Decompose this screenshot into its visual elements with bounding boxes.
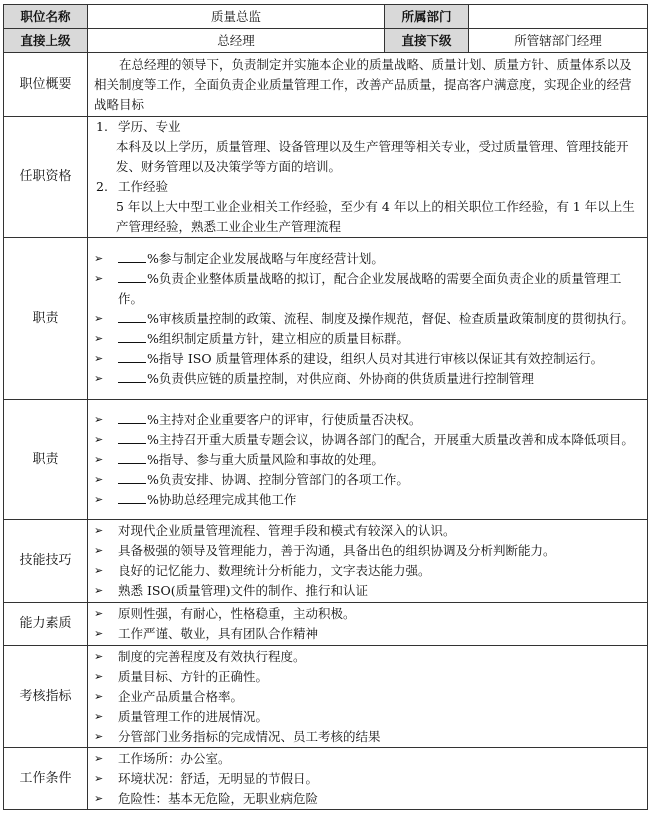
kpi-row	[4, 646, 648, 748]
list-item	[94, 309, 641, 329]
list-item	[94, 249, 641, 269]
qualification-title: 工作经验	[118, 179, 169, 194]
fill-in-blank	[118, 349, 146, 363]
list-item-text: 熟悉 ISO(质量管理)文件的制作、推行和认证	[118, 583, 368, 598]
dept-label: 所属部门	[385, 5, 469, 29]
position-value: 质量总监	[88, 5, 385, 29]
list-item	[94, 749, 641, 769]
qualification-num: 2.	[96, 179, 108, 194]
list-item-text: %参与制定企业发展战略与年度经营计划。	[147, 250, 384, 266]
fill-in-blank	[118, 410, 146, 424]
list-item-text: %组织制定质量方针，建立相应的质量目标群。	[147, 330, 409, 346]
subordinate-value: 所管辖部门经理	[469, 29, 648, 53]
list-item-text: %审核质量控制的政策、流程、制度及操作规范，督促、检查质量政策制度的贯彻执行。	[147, 310, 634, 326]
kpi-list	[94, 647, 641, 747]
duties1-list	[94, 249, 641, 389]
list-item	[94, 667, 641, 687]
list-item	[94, 707, 641, 727]
list-item-text: 环境状况：舒适，无明显的节假日。	[118, 770, 319, 786]
arrow-bullet-icon: ➢	[94, 771, 104, 785]
arrow-bullet-icon: ➢	[94, 412, 104, 426]
conditions-label: 工作条件	[4, 748, 88, 810]
list-item	[94, 541, 641, 561]
arrow-bullet-icon: ➢	[94, 627, 104, 640]
list-item-text: 质量管理工作的进展情况。	[118, 708, 269, 724]
abilities-list	[94, 604, 641, 644]
arrow-bullet-icon: ➢	[94, 584, 104, 597]
duties2-label: 职责	[4, 400, 88, 520]
arrow-bullet-icon: ➢	[94, 544, 104, 557]
arrow-bullet-icon: ➢	[94, 751, 104, 765]
list-item-text: 原则性强，有耐心，性格稳重，主动积极。	[118, 606, 356, 621]
qualification-item	[94, 117, 641, 137]
list-item	[94, 470, 641, 490]
list-item	[94, 369, 641, 389]
arrow-bullet-icon: ➢	[94, 564, 104, 577]
fill-in-blank	[118, 249, 146, 263]
skills-label: 技能技巧	[4, 520, 88, 603]
list-item	[94, 727, 641, 747]
arrow-bullet-icon: ➢	[94, 729, 104, 743]
arrow-bullet-icon: ➢	[94, 311, 104, 325]
duties2-list	[94, 410, 641, 510]
list-item	[94, 269, 641, 309]
list-item-text: 良好的记忆能力、数理统计分析能力，文字表达能力强。	[118, 563, 431, 578]
position-label: 职位名称	[4, 5, 88, 29]
fill-in-blank	[118, 450, 146, 464]
list-item-text: 危险性：基本无危险，无职业病危险	[118, 790, 319, 806]
fill-in-blank	[118, 329, 146, 343]
arrow-bullet-icon: ➢	[94, 251, 104, 265]
arrow-bullet-icon: ➢	[94, 331, 104, 345]
list-item-text: 质量目标、方针的正确性。	[118, 668, 269, 684]
list-item	[94, 410, 641, 430]
list-item-text: %指导、参与重大质量风险和事故的处理。	[147, 451, 384, 467]
list-item-text: %负责安排、协调、控制分管部门的各项工作。	[147, 471, 409, 487]
abilities-row	[4, 603, 648, 646]
arrow-bullet-icon: ➢	[94, 351, 104, 365]
abilities-label: 能力素质	[4, 603, 88, 646]
list-item	[94, 521, 641, 541]
arrow-bullet-icon: ➢	[94, 524, 104, 537]
conditions-row	[4, 748, 648, 810]
arrow-bullet-icon: ➢	[94, 709, 104, 723]
list-item-text: 工作严谨、敬业，具有团队合作精神	[118, 626, 319, 641]
list-item-text: 分管部门业务指标的完成情况、员工考核的结果	[118, 728, 381, 744]
header-row-1	[4, 5, 648, 29]
skills-row	[4, 520, 648, 603]
fill-in-blank	[118, 309, 146, 323]
list-item	[94, 581, 641, 601]
arrow-bullet-icon: ➢	[94, 669, 104, 683]
list-item	[94, 687, 641, 707]
duties2-row	[4, 400, 648, 520]
duties1-row	[4, 238, 648, 400]
list-item-text: %负责供应链的质量控制，对供应商、外协商的供货质量进行控制管理	[147, 370, 534, 386]
duties1-label: 职责	[4, 238, 88, 400]
list-item-text: %指导 ISO 质量管理体系的建设，组织人员对其进行审核以保证其有效控制运行。	[147, 350, 604, 366]
list-item	[94, 647, 641, 667]
list-item	[94, 349, 641, 369]
list-item-text: %主持对企业重要客户的评审，行使质量否决权。	[147, 411, 422, 427]
fill-in-blank	[118, 430, 146, 444]
conditions-list	[94, 749, 641, 809]
arrow-bullet-icon: ➢	[94, 271, 104, 285]
list-item	[94, 624, 641, 644]
superior-value: 总经理	[88, 29, 385, 53]
fill-in-blank	[118, 369, 146, 383]
header-row-2	[4, 29, 648, 53]
arrow-bullet-icon: ➢	[94, 371, 104, 385]
arrow-bullet-icon: ➢	[94, 607, 104, 620]
skills-list	[94, 521, 641, 601]
subordinate-label: 直接下级	[385, 29, 469, 53]
list-item-text: 工作场所：办公室。	[118, 750, 231, 766]
list-item-text: %负责企业整体质量战略的拟订，配合企业发展战略的需要全面负责企业的质量管理工作。	[118, 270, 622, 306]
qualification-body: 本科及以上学历，质量管理、设备管理以及生产管理等相关专业，受过质量管理、管理技能开发、财务管理以及决策学等方面的培训。	[116, 139, 629, 174]
overview-label: 职位概要	[4, 53, 88, 117]
qualification-item	[94, 177, 641, 197]
arrow-bullet-icon: ➢	[94, 791, 104, 805]
arrow-bullet-icon: ➢	[94, 432, 104, 446]
qualifications-label: 任职资格	[4, 117, 88, 238]
fill-in-blank	[118, 470, 146, 484]
qualification-body: 5 年以上大中型工业企业相关工作经验，至少有 4 年以上的相关职位工作经验，有 1 年以上生产管理经验，熟悉工业企业生产管理流程	[116, 199, 635, 234]
arrow-bullet-icon: ➢	[94, 689, 104, 703]
list-item-text: 具备极强的领导及管理能力，善于沟通，具备出色的组织协调及分析判断能力。	[118, 543, 556, 558]
list-item-text: 对现代企业质量管理流程、管理手段和模式有较深入的认识。	[118, 523, 456, 538]
overview-row	[4, 53, 648, 117]
qualifications-row	[4, 117, 648, 238]
arrow-bullet-icon: ➢	[94, 452, 104, 466]
list-item	[94, 450, 641, 470]
list-item	[94, 430, 641, 450]
list-item	[94, 789, 641, 809]
superior-label: 直接上级	[4, 29, 88, 53]
qualification-num: 1.	[96, 119, 108, 134]
list-item	[94, 769, 641, 789]
list-item	[94, 561, 641, 581]
overview-text: 在总经理的领导下，负责制定并实施本企业的质量战略、质量计划、质量方针、质量体系以及相关制度等工作，全面负责企业质量管理工作，改善产品质量，提高客户满意度，实现企业的经营战略目标	[94, 56, 632, 112]
list-item	[94, 490, 641, 510]
job-description-table	[3, 4, 648, 810]
dept-value	[469, 5, 648, 29]
list-item-text: %主持召开重大质量专题会议，协调各部门的配合，开展重大质量改善和成本降低项目。	[147, 431, 634, 447]
arrow-bullet-icon: ➢	[94, 492, 104, 506]
kpi-label: 考核指标	[4, 646, 88, 748]
arrow-bullet-icon: ➢	[94, 472, 104, 486]
fill-in-blank	[118, 490, 146, 504]
list-item	[94, 329, 641, 349]
list-item-text: %协助总经理完成其他工作	[147, 491, 297, 507]
arrow-bullet-icon: ➢	[94, 649, 104, 663]
list-item	[94, 604, 641, 624]
fill-in-blank	[118, 269, 146, 283]
list-item-text: 制度的完善程度及有效执行程度。	[118, 648, 306, 664]
list-item-text: 企业产品质量合格率。	[118, 688, 244, 704]
qualification-title: 学历、专业	[118, 119, 181, 134]
